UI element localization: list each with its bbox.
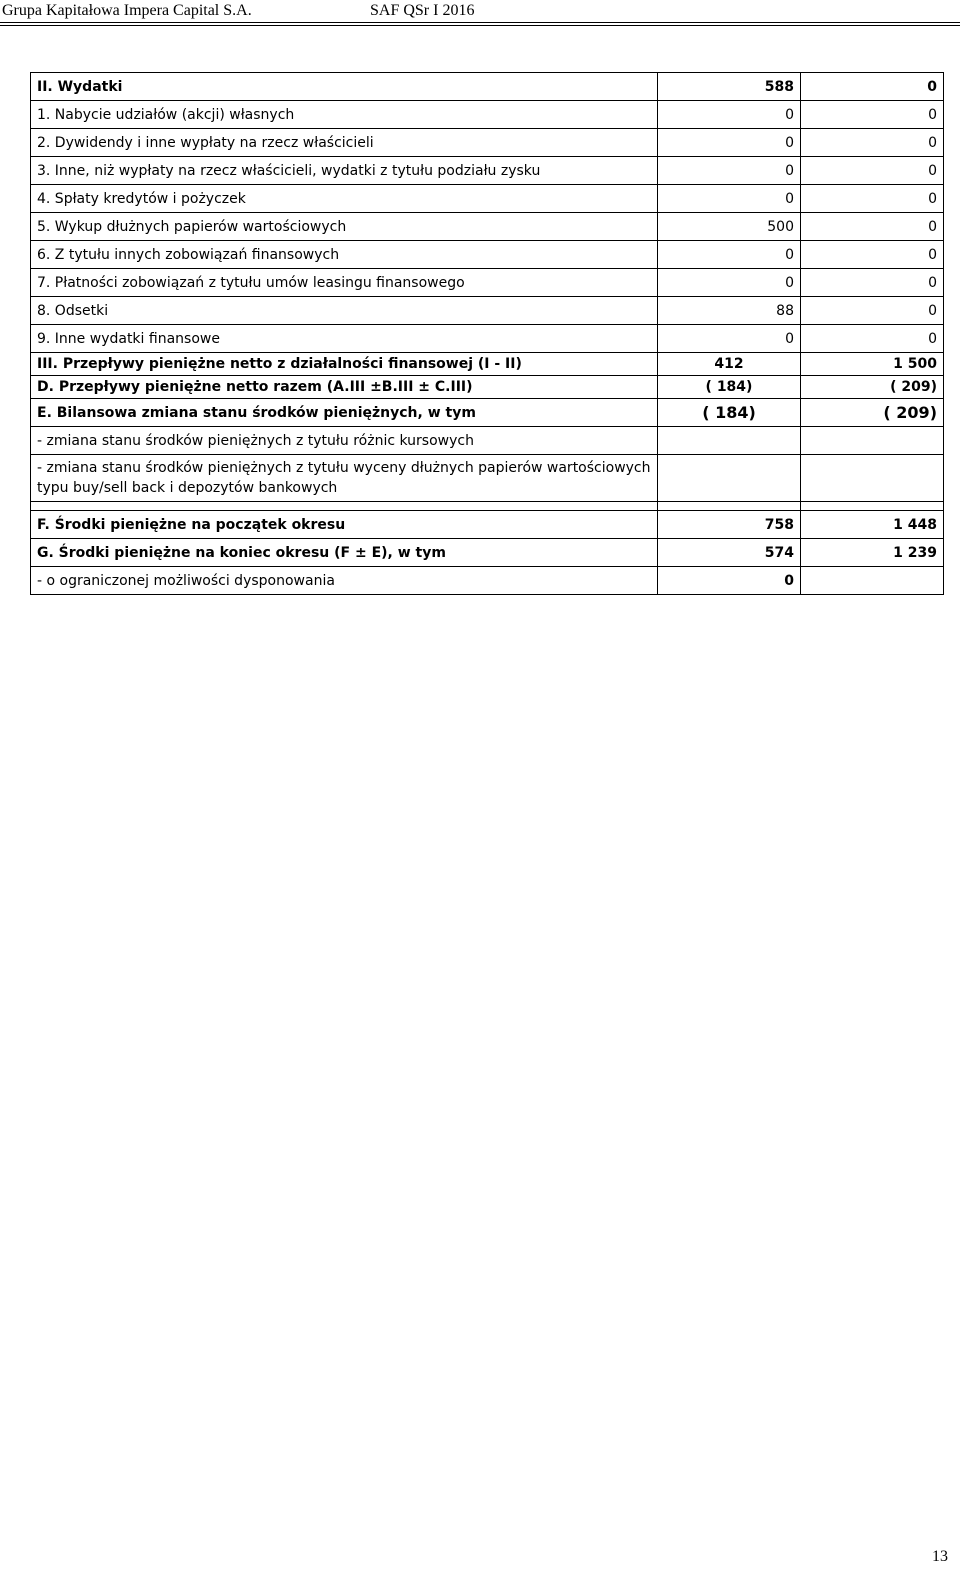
- table-row: [31, 297, 944, 325]
- value-cell: 1 448: [801, 511, 944, 539]
- table-row: [31, 269, 944, 297]
- value-cell: 500: [658, 213, 801, 241]
- table-row: [31, 567, 944, 595]
- value-cell: ( 184): [658, 399, 801, 427]
- table-row: [31, 129, 944, 157]
- value-cell: 88: [658, 297, 801, 325]
- value-cell: 412: [658, 353, 801, 376]
- value-cell: 0: [801, 297, 944, 325]
- value-cell: 1 500: [801, 353, 944, 376]
- value-cell: 0: [658, 129, 801, 157]
- row-label: F. Środki pieniężne na początek okresu: [31, 511, 658, 539]
- value-cell: 0: [801, 157, 944, 185]
- page-number: 13: [932, 1548, 948, 1565]
- table-spacer-row: [31, 502, 944, 511]
- value-cell: 0: [801, 269, 944, 297]
- row-label: II. Wydatki: [31, 73, 658, 101]
- cash-flow-table: [30, 72, 944, 595]
- row-label: D. Przepływy pieniężne netto razem (A.III ±B.III ± C.III): [31, 376, 658, 399]
- row-label: 4. Spłaty kredytów i pożyczek: [31, 185, 658, 213]
- value-cell: [658, 427, 801, 455]
- row-label: 9. Inne wydatki finansowe: [31, 325, 658, 353]
- value-cell: 0: [658, 101, 801, 129]
- row-label: 3. Inne, niż wypłaty na rzecz właścicieli, wydatki z tytułu podziału zysku: [31, 157, 658, 185]
- row-label: G. Środki pieniężne na koniec okresu (F ± E), w tym: [31, 539, 658, 567]
- value-cell: 588: [658, 73, 801, 101]
- row-label: 8. Odsetki: [31, 297, 658, 325]
- value-cell: 0: [658, 157, 801, 185]
- row-label: - zmiana stanu środków pieniężnych z tytułu różnic kursowych: [31, 427, 658, 455]
- row-label: 1. Nabycie udziałów (akcji) własnych: [31, 101, 658, 129]
- value-cell: 0: [801, 213, 944, 241]
- value-cell: ( 184): [658, 376, 801, 399]
- value-cell: 0: [801, 101, 944, 129]
- value-cell: 1 239: [801, 539, 944, 567]
- value-cell: ( 209): [801, 399, 944, 427]
- table-row: [31, 427, 944, 455]
- report-name: SAF QSr I 2016: [370, 2, 475, 19]
- table-row: [31, 325, 944, 353]
- row-label: - zmiana stanu środków pieniężnych z tytułu wyceny dłużnych papierów wartościowych typu buy/sell back i depozytów bankowych: [31, 455, 658, 502]
- table-row: [31, 511, 944, 539]
- table-row: [31, 353, 944, 376]
- table-row: [31, 213, 944, 241]
- value-cell: [658, 455, 801, 502]
- row-label: 7. Płatności zobowiązań z tytułu umów leasingu finansowego: [31, 269, 658, 297]
- table-row: [31, 376, 944, 399]
- value-cell: 0: [658, 325, 801, 353]
- value-cell: 0: [801, 73, 944, 101]
- table-row: [31, 157, 944, 185]
- value-cell: 574: [658, 539, 801, 567]
- value-cell: 0: [801, 325, 944, 353]
- value-cell: ( 209): [801, 376, 944, 399]
- page-header: [0, 0, 960, 30]
- row-label: 2. Dywidendy i inne wypłaty na rzecz właścicieli: [31, 129, 658, 157]
- row-label: 6. Z tytułu innych zobowiązań finansowych: [31, 241, 658, 269]
- row-label: E. Bilansowa zmiana stanu środków pieniężnych, w tym: [31, 399, 658, 427]
- table-row: [31, 101, 944, 129]
- table-row: [31, 241, 944, 269]
- value-cell: 0: [658, 567, 801, 595]
- row-label: - o ograniczonej możliwości dysponowania: [31, 567, 658, 595]
- value-cell: [801, 455, 944, 502]
- table-row: [31, 539, 944, 567]
- value-cell: [801, 567, 944, 595]
- value-cell: 0: [801, 129, 944, 157]
- value-cell: 758: [658, 511, 801, 539]
- row-label: 5. Wykup dłużnych papierów wartościowych: [31, 213, 658, 241]
- table-row: [31, 455, 944, 502]
- header-rule: [0, 22, 960, 26]
- company-name: Grupa Kapitałowa Impera Capital S.A.: [2, 2, 252, 19]
- row-label: III. Przepływy pieniężne netto z działalności finansowej (I - II): [31, 353, 658, 376]
- value-cell: 0: [658, 241, 801, 269]
- value-cell: 0: [658, 269, 801, 297]
- value-cell: 0: [658, 185, 801, 213]
- table-row: [31, 399, 944, 427]
- value-cell: 0: [801, 185, 944, 213]
- table-row: [31, 73, 944, 101]
- table-row: [31, 185, 944, 213]
- value-cell: 0: [801, 241, 944, 269]
- value-cell: [801, 427, 944, 455]
